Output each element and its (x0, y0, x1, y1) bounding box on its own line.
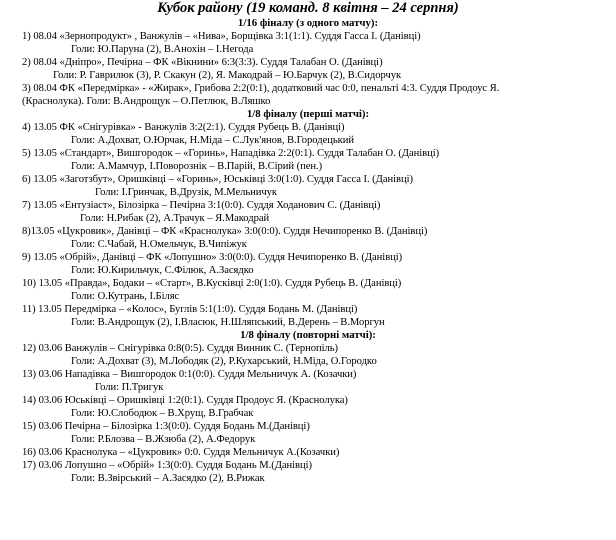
goals-line: Голи: Ю.Слободюк – В.Хрущ, В.Грабчак (71, 408, 254, 419)
goals-line: Голи: А.Дохват, О.Юрчак, Н.Міда – С.Лук'янов, В.Городецький (71, 135, 354, 146)
goals-line: Голи: Ю.Паруна (2), В.Анохін – І.Негода (71, 44, 254, 55)
match-line: 13) 03.06 Нападівка – Вишгородок 0:1(0:0). Суддя Мельничук А. (Козачки) (22, 369, 357, 380)
match-line: 17) 03.06 Лопушно – «Обрій» 1:3(0:0). Суддя Бодань М.(Данівці) (22, 460, 313, 471)
goals-line: Голи: С.Чабай, Н.Омельчук, В.Чипіжук (71, 239, 247, 250)
match-line: 4) 13.05 ФК «Снігурівка» - Ванжулів 3:2(2:1). Суддя Рубець В. (Данівці) (22, 122, 345, 133)
goals-line: Голи: Н.Рибак (2), А.Трачук – Я.Макодрай (80, 213, 270, 224)
goals-line: Голи: І.Гринчак, В.Друзік, М.Мельничук (95, 187, 277, 198)
goals-line: Голи: А.Мамчур, І.Поворознік – В.Парій, В.Сірий (пен.) (71, 161, 323, 172)
match-line: 5) 13.05 «Стандарт», Вишгородок – «Горинь», Нападівка 2:2(0:1). Суддя Талабан О. (Данівці) (22, 148, 440, 159)
goals-line: Голи: Р.Блозва – В.Жзюба (2), А.Федорук (71, 434, 256, 445)
match-line: 3) 08.04 ФК «Передмірка» - «Жирак», Грибова 2:2(0:1), додатковий час 0:0, пенальті 4:3. Суддя Продоус Я. (22, 83, 500, 94)
match-line: 1) 08.04 «Зернопродукт» , Ванжулів – «Нива», Борщівка 3:1(1:1). Суддя Гасса І. (Данівці) (22, 31, 421, 42)
section-heading-r8-second: 1/8 фіналу (повторні матчі): (240, 329, 376, 341)
match-line: 11) 13.05 Передмірка – «Колос», Буглів 5:1(1:0). Суддя Бодань М. (Данівці) (22, 304, 358, 315)
match-line: 6) 13.05 «Заготзбут», Оришківці – «Горинь», Юськівці 3:0(1:0). Суддя Гасса І. (Данівці) (22, 174, 413, 185)
match-line: 8)13.05 «Цукровик», Данівці – ФК «Краснолука» 3:0(0:0). Суддя Нечипоренко В. (Данівці) (22, 226, 428, 237)
goals-line: Голи: Ю.Кирильчук, С.Філюк, А.Засядко (71, 265, 254, 276)
goals-line: Голи: Р. Гаврилюк (3), Р. Скакун (2), Я. Макодрай – Ю.Барчук (2), В.Сидорчук (53, 70, 402, 81)
match-line: 10) 13.05 «Правда», Бодаки – «Старт», В.Кусківці 2:0(1:0). Суддя Рубець В. (Данівці) (22, 278, 402, 289)
document-title: Кубок району (19 команд. 8 квітня – 24 серпня) (157, 0, 459, 16)
goals-line: Голи: В.Андрощук (2), І.Власюк, Н.Шляпський, В.Дерень – В.Моргун (71, 317, 385, 328)
goals-line: Голи: В.Звірський – А.Засядко (2), В.Рижак (71, 473, 265, 484)
goals-line: Голи: О.Кутрань, І.Біляс (71, 291, 180, 302)
section-heading-r16: 1/16 фіналу (з одного матчу): (237, 17, 379, 29)
match-line: 12) 03.06 Ванжулів – Снігурівка 0:8(0:5). Суддя Винник С. (Тернопіль) (22, 343, 338, 354)
goals-line: Голи: П.Тригук (95, 382, 164, 393)
match-line: 16) 03.06 Краснолука – «Цукровик» 0:0. Суддя Мельничук А.(Козачки) (22, 447, 340, 458)
match-line: 15) 03.06 Печірна – Білозірка 1:3(0:0). Суддя Бодань М.(Данівці) (22, 421, 310, 432)
goals-line: Голи: А.Дохват (3), М.Лободяк (2), Р.Кухарський, Н.Міда, О.Городко (71, 356, 377, 367)
match-line: 7) 13.05 «Ентузіаст», Білозірка – Печірна 3:1(0:0). Суддя Ходанович С. (Данівці) (22, 200, 381, 211)
section-heading-r8-first: 1/8 фіналу (перші матчі): (246, 108, 370, 120)
match-line: 14) 03.06 Юськівці – Оришківці 1:2(0:1). Суддя Продоус Я. (Краснолука) (22, 395, 348, 406)
match-line-continued: (Краснолука). Голи: В.Андрощук – О.Петлюк, В.Ляшко (22, 96, 271, 107)
match-line: 2) 08.04 «Дніпро», Печірна – ФК «Вікнини» 6:3(3:3). Суддя Талабан О. (Данівці) (22, 57, 383, 68)
match-line: 9) 13.05 «Обрій», Данівці – ФК «Лопушно» 3:0(0:0). Суддя Нечипоренко В. (Данівці) (22, 252, 403, 263)
